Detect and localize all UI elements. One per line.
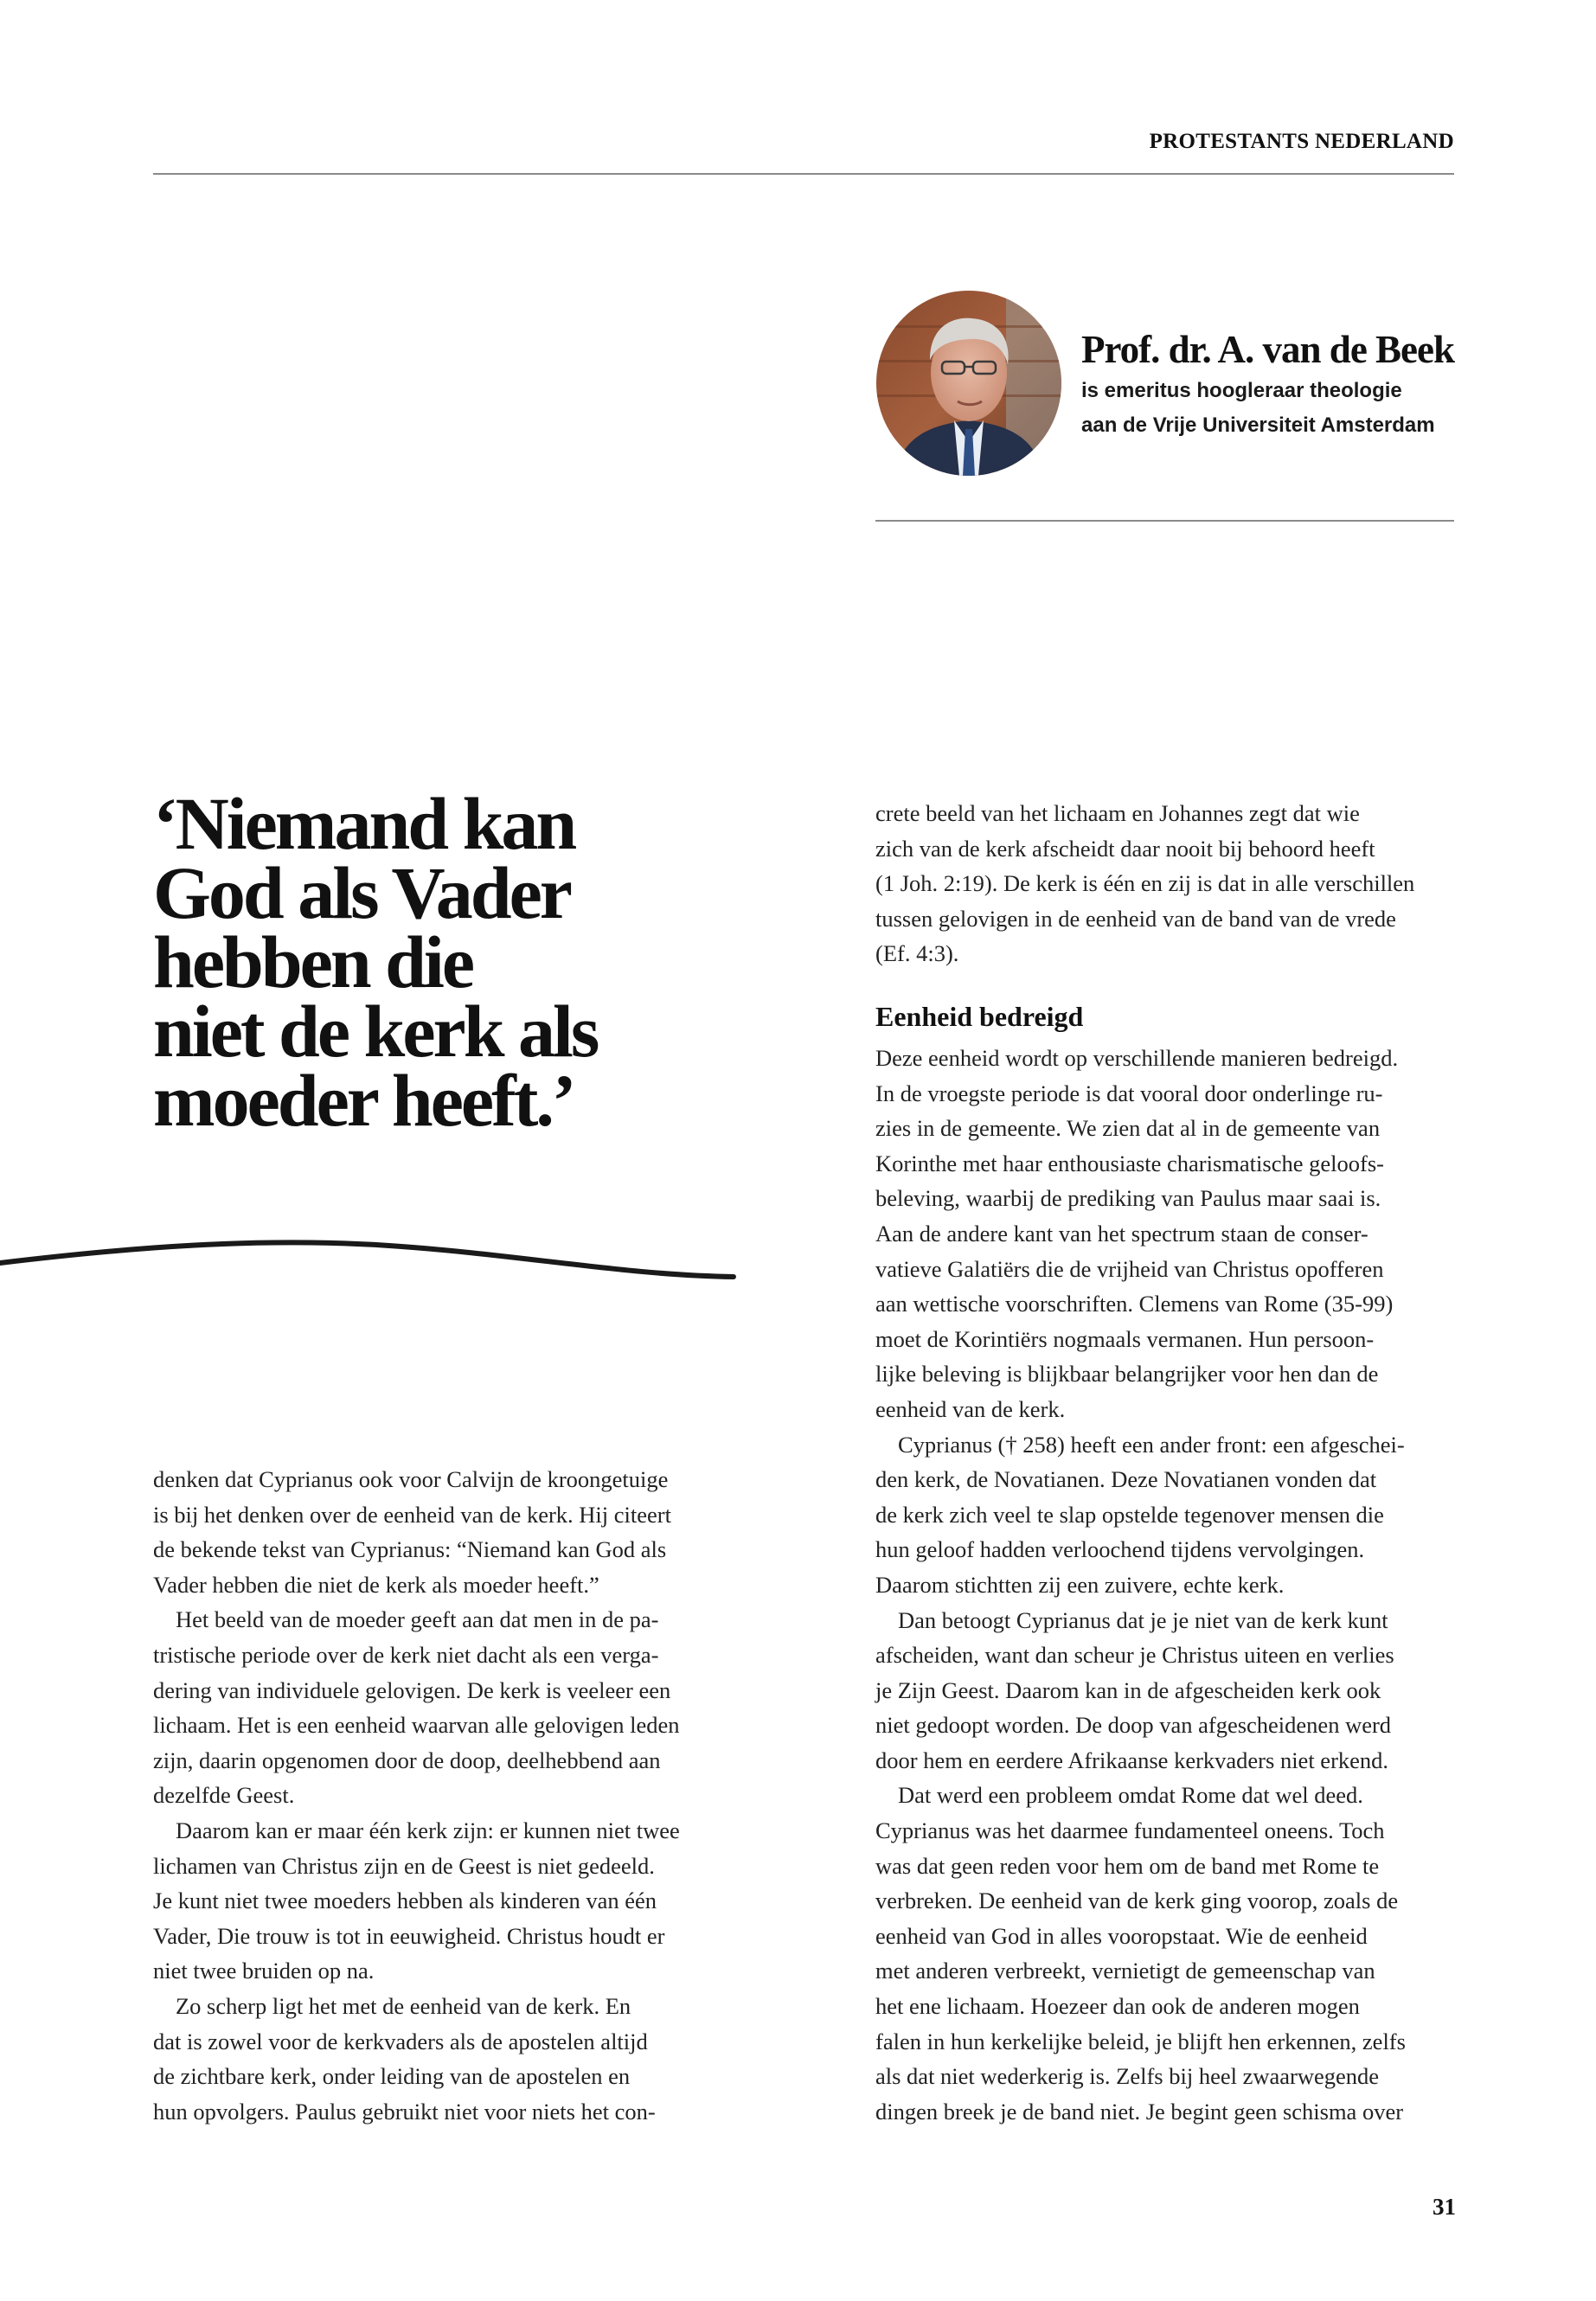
body-line: hun opvolgers. Paulus gebruikt niet voor niets het con- bbox=[153, 2098, 656, 2125]
right-column-intro bbox=[875, 796, 1464, 971]
body-line: tussen gelovigen in de eenheid van de band van de vrede bbox=[875, 905, 1396, 932]
section-label: PROTESTANTS NEDERLAND bbox=[1149, 130, 1454, 153]
author-bio bbox=[1081, 374, 1435, 443]
pull-quote-line: moeder heeft.’ bbox=[153, 1059, 574, 1142]
body-line: (1 Joh. 2:19). De kerk is één en zij is dat in alle verschillen bbox=[875, 870, 1415, 897]
author-photo bbox=[876, 291, 1061, 476]
body-line: met anderen verbreekt, vernietigt de gemeenschap van bbox=[875, 1958, 1375, 1984]
body-line: hun geloof hadden verloochend tijdens vervolgingen. bbox=[875, 1536, 1365, 1563]
body-line: Daarom kan er maar één kerk zijn: er kunnen niet twee bbox=[176, 1817, 680, 1843]
body-line: lijke beleving is blijkbaar belangrijker voor hen dan de bbox=[875, 1361, 1379, 1388]
body-line: het ene lichaam. Hoezeer dan ook de anderen mogen bbox=[875, 1993, 1360, 2020]
body-line: Zo scherp ligt het met de eenheid van de kerk. En bbox=[176, 1992, 631, 2019]
body-line: In de vroegste periode is dat vooral door onderlinge ru- bbox=[875, 1080, 1383, 1106]
author-divider bbox=[875, 520, 1454, 522]
body-line: tristische periode over de kerk niet dacht als een verga- bbox=[153, 1641, 659, 1668]
body-line: dingen breek je de band niet. Je begint geen schisma over bbox=[875, 2098, 1404, 2125]
body-line: lichamen van Christus zijn en de Geest is niet gedeeld. bbox=[153, 1852, 655, 1879]
body-line: als dat niet wederkerig is. Zelfs bij heel zwaarwegende bbox=[875, 2063, 1380, 2090]
body-line: vatieve Galatiërs die de vrijheid van Christus opofferen bbox=[875, 1255, 1384, 1282]
pull-quote bbox=[153, 782, 707, 1142]
body-line: dezelfde Geest. bbox=[153, 1782, 295, 1809]
body-line: moet de Korintiërs nogmaals vermanen. Hun persoon- bbox=[875, 1325, 1375, 1352]
body-line: Cyprianus († 258) heeft een ander front: een afgeschei- bbox=[898, 1431, 1405, 1458]
body-line: niet twee bruiden op na. bbox=[153, 1958, 375, 1984]
body-line: was dat geen reden voor hem om de band met Rome te bbox=[875, 1852, 1380, 1879]
body-line: zies in de gemeente. We zien dat al in de gemeente van bbox=[875, 1115, 1381, 1142]
section-subheading: Eenheid bedreigd bbox=[875, 1001, 1084, 1032]
body-line: Cyprianus was het daarmee fundamenteel oneens. Toch bbox=[875, 1817, 1385, 1844]
author-name: Prof. dr. A. van de Beek bbox=[1081, 328, 1455, 371]
body-line: Dat werd een probleem omdat Rome dat wel deed. bbox=[898, 1782, 1363, 1809]
body-line: je Zijn Geest. Daarom kan in de afgescheiden kerk ook bbox=[875, 1676, 1381, 1703]
body-line: eenheid van God in alles vooropstaat. Wie de eenheid bbox=[875, 1922, 1368, 1949]
body-line: (Ef. 4:3). bbox=[875, 940, 959, 967]
page-number: 31 bbox=[1433, 2194, 1456, 2220]
body-line: de bekende tekst van Cyprianus: “Niemand kan God als bbox=[153, 1536, 667, 1563]
body-line: falen in hun kerkelijke beleid, je blijft hen erkennen, zelfs bbox=[875, 2028, 1406, 2054]
body-line: zijn, daarin opgenomen door de doop, deelhebbend aan bbox=[153, 1747, 661, 1773]
body-line: Korinthe met haar enthousiaste charismatische geloofs- bbox=[875, 1150, 1384, 1176]
body-line: crete beeld van het lichaam en Johannes zegt dat wie bbox=[875, 800, 1360, 826]
body-line: de kerk zich veel te slap opstelde tegenover mensen die bbox=[875, 1501, 1384, 1528]
body-line: zich van de kerk afscheidt daar nooit bij behoord heeft bbox=[875, 835, 1375, 862]
pull-quote-line: hebben die bbox=[153, 920, 473, 1003]
body-line: Dan betoogt Cyprianus dat je je niet van de kerk kunt bbox=[898, 1606, 1388, 1633]
body-line: eenheid van de kerk. bbox=[875, 1395, 1066, 1422]
body-line: dat is zowel voor de kerkvaders als de apostelen altijd bbox=[153, 2028, 648, 2054]
body-line: dering van individuele gelovigen. De kerk is veeleer een bbox=[153, 1676, 671, 1703]
pull-quote-line: God als Vader bbox=[153, 851, 570, 934]
body-line: is bij het denken over de eenheid van de kerk. Hij citeert bbox=[153, 1501, 671, 1528]
body-line: Vader, Die trouw is tot in eeuwigheid. Christus houdt er bbox=[153, 1922, 665, 1949]
body-line: Vader hebben die niet de kerk als moeder heeft.” bbox=[153, 1571, 599, 1598]
author-bio-line: aan de Vrije Universiteit Amsterdam bbox=[1081, 413, 1435, 437]
pull-quote-line: ‘Niemand kan bbox=[153, 782, 575, 865]
body-line: de zichtbare kerk, onder leiding van de apostelen en bbox=[153, 2063, 631, 2090]
body-line: niet gedoopt worden. De doop van afgescheidenen werd bbox=[875, 1712, 1392, 1739]
body-line: verbreken. De eenheid van de kerk ging voorop, zoals de bbox=[875, 1888, 1399, 1914]
body-line: Deze eenheid wordt op verschillende manieren bedreigd. bbox=[875, 1045, 1399, 1071]
author-bio-line: is emeritus hoogleraar theologie bbox=[1081, 379, 1402, 402]
body-line: denken dat Cyprianus ook voor Calvijn de kroongetuige bbox=[153, 1466, 669, 1492]
body-line: beleving, waarbij de prediking van Paulus maar saai is. bbox=[875, 1185, 1381, 1212]
body-line: afscheiden, want dan scheur je Christus uiteen en verlies bbox=[875, 1642, 1394, 1669]
body-line: den kerk, de Novatianen. Deze Novatianen vonden dat bbox=[875, 1466, 1377, 1493]
body-line: Daarom stichtten zij een zuivere, echte kerk. bbox=[875, 1571, 1285, 1598]
left-column bbox=[153, 1462, 741, 2129]
body-line: door hem en eerdere Afrikaanse kerkvaders niet erkend. bbox=[875, 1747, 1389, 1773]
decorative-wave-line bbox=[0, 1237, 744, 1289]
body-line: aan wettische voorschriften. Clemens van Rome (35-99) bbox=[875, 1291, 1394, 1317]
body-line: Aan de andere kant van het spectrum staan de conser- bbox=[875, 1220, 1368, 1247]
right-column bbox=[875, 1041, 1464, 2129]
body-line: lichaam. Het is een eenheid waarvan alle gelovigen leden bbox=[153, 1712, 680, 1739]
body-line: Je kunt niet twee moeders hebben als kinderen van één bbox=[153, 1888, 657, 1914]
header-divider bbox=[153, 173, 1454, 175]
body-line: Het beeld van de moeder geeft aan dat men in de pa- bbox=[176, 1606, 659, 1633]
pull-quote-line: niet de kerk als bbox=[153, 990, 598, 1073]
